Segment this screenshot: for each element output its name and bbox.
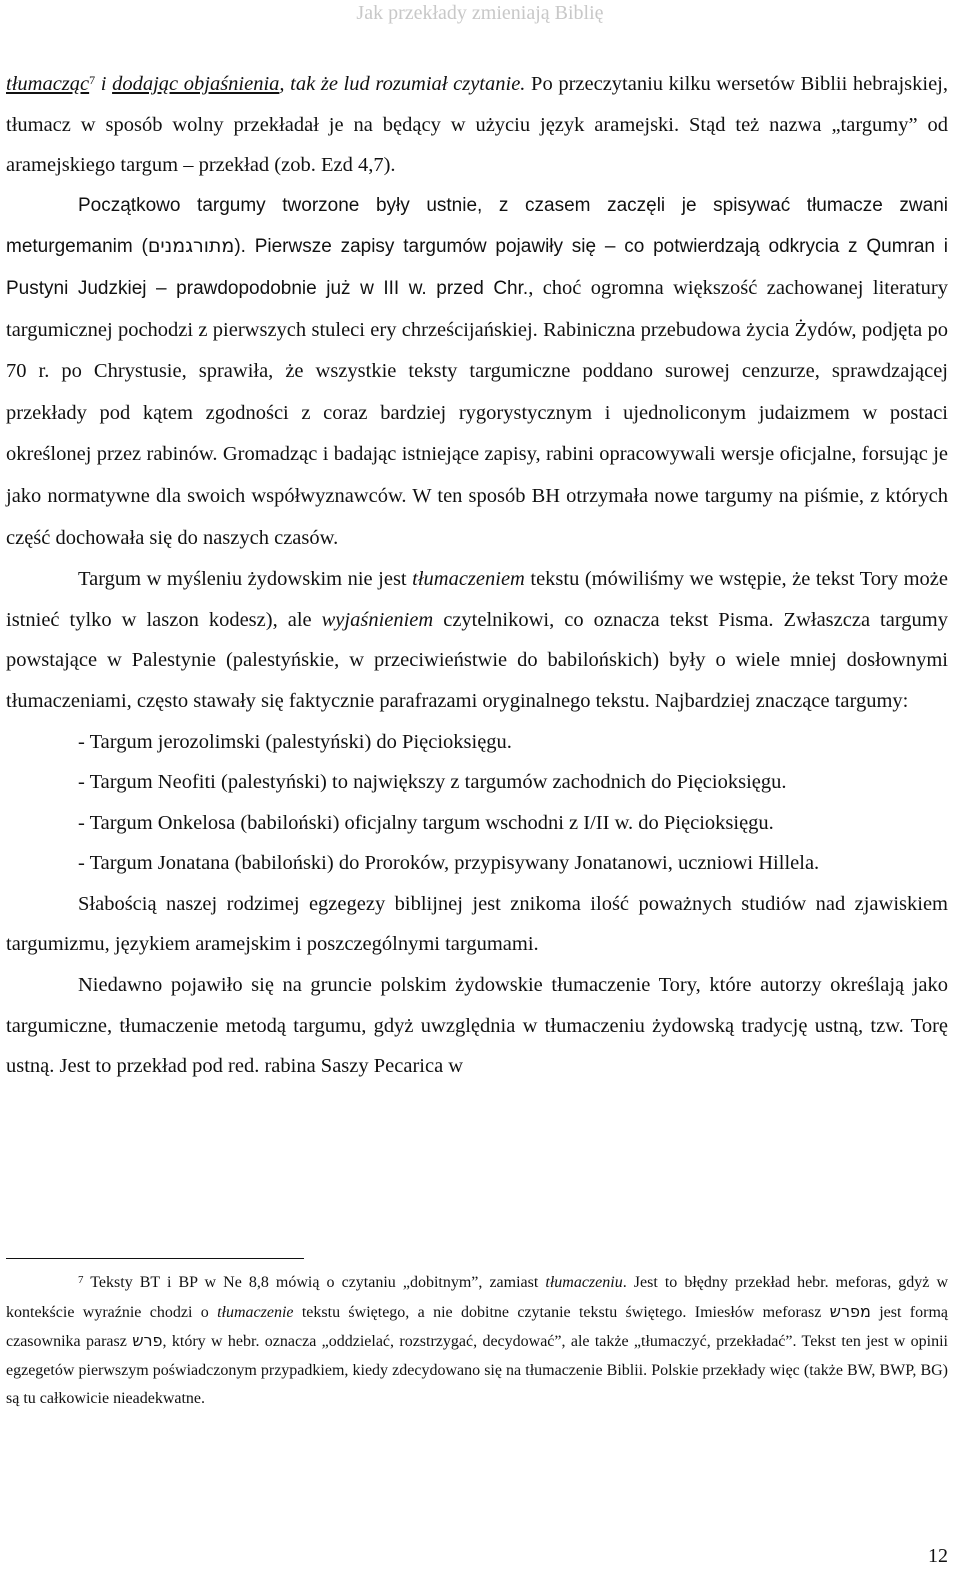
list-item-last: - Targum Jonatana (babiloński) do Proroków, przypisywany Jonatanowi, uczniowi Hillela. <box>78 852 820 875</box>
hebrew-meforasz: מפרש <box>829 1301 871 1321</box>
footnote-7 <box>6 1269 948 1414</box>
paragraph-3-text-c: czytelnikowi, co oznacza tekst Pisma. Zwłaszcza targumy powstające w Palestynie (palestyńskie, w przeciwieństwie do babilońskich) były o wiele mniej dosłownymi tłumaczeniami, często stawały się faktycznie parafrazami oryginalnego tekstu. Najbardziej znaczące targumy: <box>6 608 948 712</box>
footnote-text-d: jest formą czasownika parasz <box>6 1303 949 1351</box>
running-header: Jak przekłady zmieniają Biblię <box>356 2 604 24</box>
paragraph-2-text-a: Początkowo targumy tworzone były ustnie, z czasem zaczęli je spisywać tłumacze zwani meturgemanim ( <box>6 194 948 258</box>
paragraph-2-text-b: ). Pierwsze zapisy targumów pojawiły się – co potwierdzają odkrycia z Qumran i Pustyni Judzkiej – prawdopodobnie już w III w. przed Chr. <box>6 236 948 299</box>
paragraph-5: Niedawno pojawiło się na gruncie polskim żydowskie tłumaczenie Tory, które autorzy określają jako targumiczne, tłumaczenie metodą targumu, gdyż uwzględnia w tłumaczeniu żydowską tradycję ustną, tzw. Torę ustną. Jest to przekład pod red. rabina Saszy Pecarica w <box>6 974 948 1078</box>
emph-tlumaczeniem: tłumaczeniem <box>412 568 525 591</box>
footnote-text-a: Teksty BT i BP w Ne 8,8 mówią o czytaniu „dobitnym”, zamiast <box>83 1274 546 1291</box>
hebrew-meturgemanim: מתורגמנים <box>147 235 235 258</box>
footnote-separator <box>6 1258 304 1259</box>
page-body <box>6 64 948 1087</box>
footnote-emph-2: tłumaczenie <box>217 1303 294 1321</box>
footnote-ref-7[interactable]: 7 <box>89 73 96 87</box>
text-dodajac: dodając objaśnienia <box>112 73 280 95</box>
page-number: 12 <box>928 1545 948 1567</box>
paragraph-1-text: Po przeczytaniu kilku wersetów Biblii hebrajskiej, tłumacz w sposób wolny przekładał je na będący w użyciu język aramejski. Stąd też nazwa „targumy” od aramejskiego targum – przekład (zob. Ezd 4,7). <box>6 73 948 177</box>
paragraph-3-text-a: Targum w myśleniu żydowskim nie jest <box>78 568 413 591</box>
paragraph-2 <box>6 186 948 559</box>
footnote-text-b: . Jest to błędny przekład hebr. meforas, gdyż w kontekście wyraźnie chodzi o <box>6 1274 948 1321</box>
emph-wyjasnieniem: wyjaśnieniem <box>321 608 434 631</box>
footnote-mark: 7 <box>78 1274 84 1286</box>
paragraph-3-text-b: tekstu (mówiliśmy we wstępie, że tekst Tory może istnieć tylko w laszon kodesz), ale <box>6 568 948 631</box>
list-item: - Targum Neofiti (palestyński) to największy z targumów zachodnich do Pięcioksięgu. <box>78 771 787 794</box>
paragraph-4: Słabością naszej rodzimej egzegezy biblijnej jest znikoma ilość poważnych studiów nad zjawiskiem targumizmu, językiem aramejskim i poszczególnymi targumami. <box>6 892 948 956</box>
paragraph-2-text-c: , choć ogromna większość zachowanej literatury targumicznej pochodzi z pierwszych stuleci ery chrześcijańskiej. Rabiniczna przebudowa życia Żydów, podjęta po 70 r. po Chrystusie, sprawiła, że wszystkie teksty targumiczne poddano surowej cenzurze, sprawdzającej przekłady pod kątem zgodności z coraz bardziej rygorystycznym i ujednoliconym judaizmem w postaci określonej przez rabinów. Gromadząc i badając istniejące zapisy, rabini opracowywali wersje oficjalne, forsując je jako normatywne dla swoich współwyznawców. W ten sposób BH otrzymała nowe targumy na piśmie, z których część dochowała się do naszych czasów. <box>6 276 949 549</box>
footnote-text-c: tekstu świętego, a nie dobitne czytanie tekstu świętego. Imiesłów meforasz <box>293 1303 830 1321</box>
footnote-emph-1: tłumaczeniu <box>545 1274 623 1291</box>
footnote-text-e: , który w hebr. oznacza „oddzielać, rozstrzygać, decydować”, ale także „tłumaczyć, przekładać”. Tekst ten jest w opinii egzegetów pierwszym poświadczonym przypadkiem, kiedy zdecydowano się na tłumaczenie Biblii. Polskie przekłady więc (także BW, BWP, BG) są tu całkowicie nieadekwatne. <box>6 1333 949 1408</box>
hebrew-parasz: פרש <box>132 1331 163 1351</box>
list-item: - Targum Onkelosa (babiloński) oficjalny targum wschodni z I/II w. do Pięcioksięgu. <box>78 811 774 834</box>
list-item: - Targum jerozolimski (palestyński) do Pięcioksięgu. <box>78 730 512 753</box>
paragraph-1 <box>6 64 948 186</box>
paragraph-3 <box>6 559 948 721</box>
text-italic-rest: , tak że lud rozumiał czytanie. <box>279 73 526 95</box>
text-tlumaczac: tłumacząc <box>6 73 90 95</box>
text-and: i <box>95 73 113 95</box>
